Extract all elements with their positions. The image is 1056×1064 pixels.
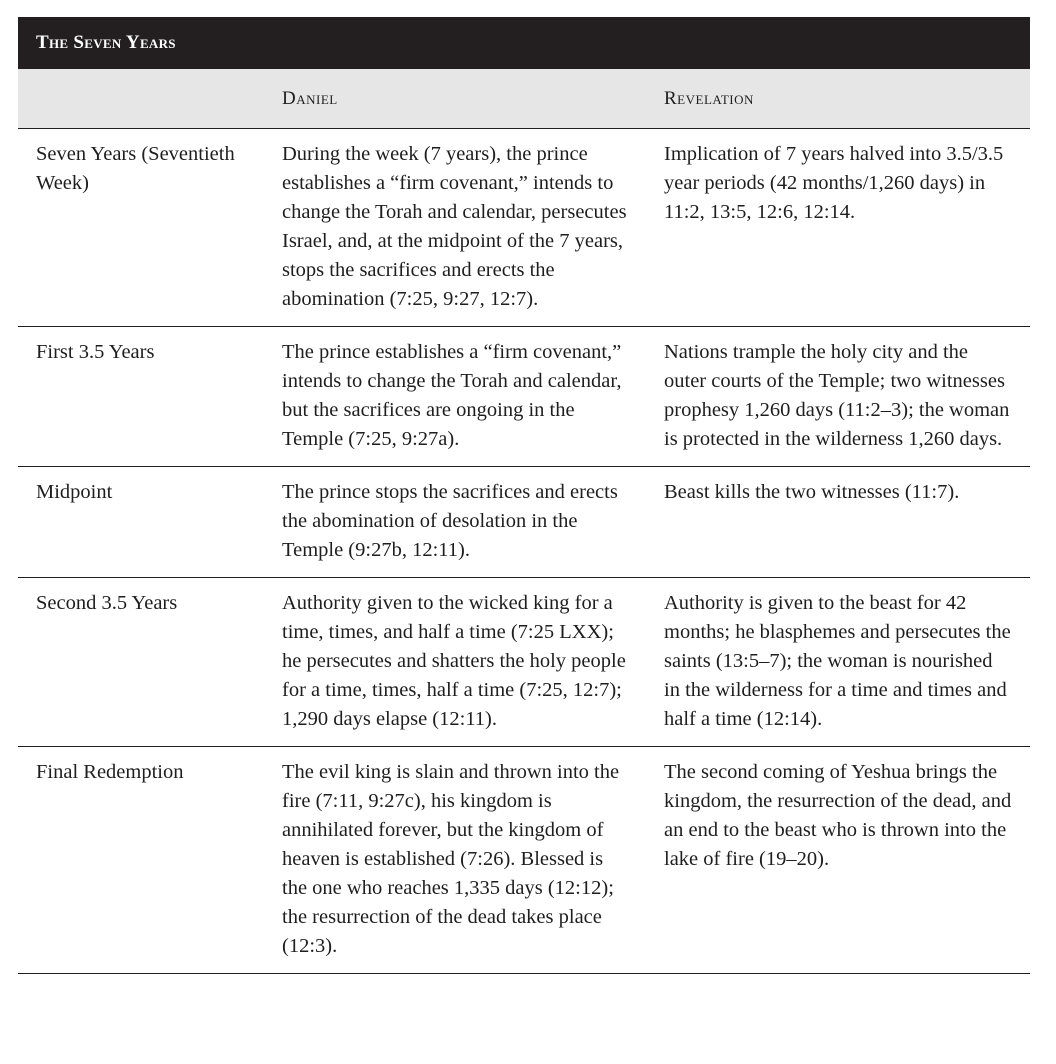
revelation-cell: Implication of 7 years halved into 3.5/3.5 year periods (42 months/1,260 days) in 11:2, 13:5, 12:6, 12:14. (664, 143, 1004, 223)
table-row (18, 467, 1030, 578)
revelation-cell: Authority is given to the beast for 42 months; he blasphemes and persecutes the saints (13:5–7); the woman is nourished in the wilderness for a time and times and half a time (12:14). (664, 592, 1011, 730)
daniel-cell: The evil king is slain and thrown into the fire (7:11, 9:27c), his kingdom is annihilated forever, but the kingdom of heaven is established (7:26). Blessed is the one who reaches 1,335 days (12:12); the resurrection of the dead takes place (12:3). (282, 761, 620, 957)
table-title-bar (18, 17, 1030, 69)
daniel-cell: Authority given to the wicked king for a time, times, and half a time (7:25 LXX); he persecutes and shatters the holy people for a time, times, half a time (7:25, 12:7); 1,290 days elapse (12:11). (282, 592, 626, 730)
seven-years-table (18, 17, 1030, 974)
revelation-cell: The second coming of Yeshua brings the kingdom, the resurrection of the dead, and an end to the beast who is thrown into the lake of fire (19–20). (664, 761, 1012, 870)
period-cell: Midpoint (36, 481, 113, 503)
period-cell: Seven Years (Seventieth Week) (36, 143, 235, 194)
header-revelation: Revelation (664, 87, 754, 109)
daniel-cell: The prince establishes a “firm covenant,” intends to change the Torah and calendar, but the sacrifices are ongoing in the Temple (7:25, 9:27a). (282, 341, 622, 450)
revelation-cell: Nations trample the holy city and the outer courts of the Temple; two witnesses prophesy 1,260 days (11:2–3); the woman is protected in the wilderness 1,260 days. (664, 341, 1010, 450)
table-row (18, 129, 1030, 327)
daniel-cell: During the week (7 years), the prince establishes a “firm covenant,” intends to change the Torah and calendar, persecutes Israel, and, at the midpoint of the 7 years, stops the sacrifices and erects the abomination (7:25, 9:27, 12:7). (282, 143, 627, 310)
table-row (18, 327, 1030, 467)
period-cell: Second 3.5 Years (36, 592, 178, 614)
period-cell: First 3.5 Years (36, 341, 155, 363)
revelation-cell: Beast kills the two witnesses (11:7). (664, 481, 960, 503)
header-daniel: Daniel (282, 87, 338, 109)
table-row (18, 578, 1030, 747)
daniel-cell: The prince stops the sacrifices and erects the abomination of desolation in the Temple (9:27b, 12:11). (282, 481, 618, 561)
period-cell: Final Redemption (36, 761, 184, 783)
table-header-row (18, 69, 1030, 129)
table-title: The Seven Years (36, 32, 176, 53)
table-row (18, 747, 1030, 974)
